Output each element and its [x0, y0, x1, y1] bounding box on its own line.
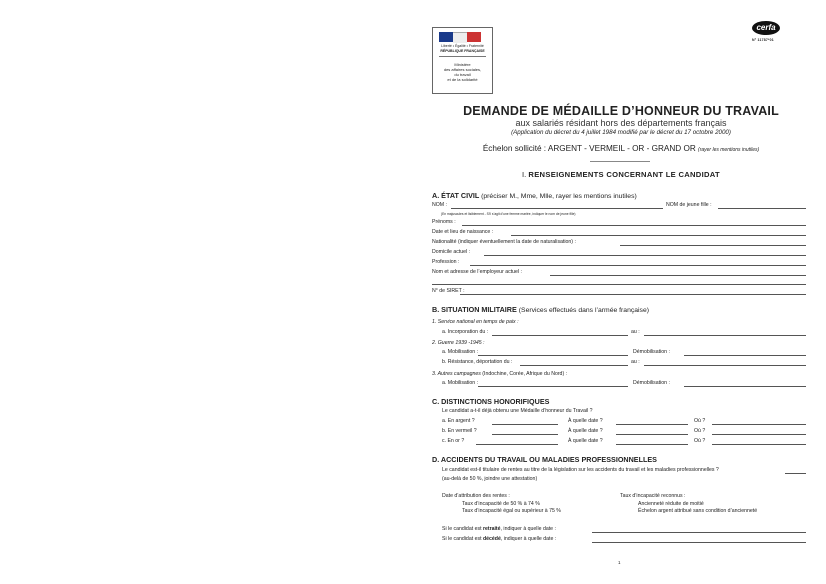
nom-field[interactable]	[451, 208, 663, 209]
d-decede-pre: Si le candidat est	[442, 536, 483, 542]
title-rule	[590, 161, 650, 162]
section-a-title: A. ÉTAT CIVIL	[432, 191, 480, 200]
logo-motto: Liberté • Égalité • Fraternité	[441, 44, 484, 48]
rentes-answer-field[interactable]	[785, 473, 806, 474]
vermeil-field[interactable]	[492, 434, 558, 435]
d-decede-post: , indiquer à quelle date :	[500, 536, 557, 542]
b-demob-1: Démobilisation :	[633, 349, 670, 355]
c-question: Le candidat a-t-il déjà obtenu une Médaille d’honneur du Travail ?	[442, 408, 593, 414]
b-item-3-title: 3. Autres campagnes	[432, 371, 481, 377]
page-number: 1	[618, 560, 621, 565]
resistance-field[interactable]	[520, 365, 628, 366]
d-question: Le candidat est-il titulaire de rentes au titre de la législation sur les accidents du travail et les maladies professionnelles ?	[442, 467, 719, 473]
section-1-heading	[430, 170, 812, 179]
nom-hint: (En majuscules et lisiblement - S’il s’agit d’une femme mariée, indiquer le nom de jeune fille)	[441, 212, 576, 216]
prenoms-label: Prénoms :	[432, 219, 456, 225]
d-retraite	[442, 526, 556, 532]
or-ou-field[interactable]	[712, 444, 806, 445]
b-item-3	[432, 371, 567, 377]
d-anciennete-1: Ancienneté réduite de moitié	[638, 501, 704, 507]
demobilisation-3-field[interactable]	[684, 386, 806, 387]
siret-label: N° de SIRET :	[432, 288, 465, 294]
resistance-au-field[interactable]	[644, 365, 806, 366]
section-a-heading	[432, 191, 637, 200]
c-date-3: À quelle date ?	[568, 438, 603, 444]
section-d-title: D. ACCIDENTS DU TRAVAIL OU MALADIES PROFESSIONNELLES	[432, 455, 657, 464]
c-ou-3: Où ?	[694, 438, 706, 444]
decede-date-field[interactable]	[592, 542, 806, 543]
nationalite-field[interactable]	[620, 245, 806, 246]
naissance-label: Date et lieu de naissance :	[432, 229, 494, 235]
echelon-text: Échelon sollicité : ARGENT - VERMEIL - OR - GRAND OR	[482, 144, 696, 153]
section-b-title: B. SITUATION MILITAIRE	[432, 305, 517, 314]
d-decede-word: décédé	[482, 536, 501, 542]
flag-red	[467, 32, 481, 42]
c-date-1: À quelle date ?	[568, 418, 603, 424]
b-item-1a: a. Incorporation du :	[442, 329, 489, 335]
ministry-logo	[432, 27, 493, 94]
mobilisation-field[interactable]	[478, 355, 628, 356]
d-taux-1: Taux d’incapacité de 50 % à 74 %	[462, 501, 540, 507]
section-b-note: (Services effectués dans l’armée française)	[518, 307, 649, 314]
form-subtitle: aux salariés résidant hors des départements français	[515, 118, 727, 128]
profession-label: Profession :	[432, 259, 460, 265]
section-b-heading	[432, 305, 649, 314]
cerfa-logo: cerfa	[752, 21, 780, 35]
b-item-2b: b. Résistance, déportation du :	[442, 359, 513, 365]
d-anciennete-2: Échelon argent attribué sans condition d’ancienneté	[638, 508, 758, 514]
domicile-field[interactable]	[484, 255, 806, 256]
form-title: DEMANDE DE MÉDAILLE D’HONNEUR DU TRAVAIL	[463, 104, 779, 118]
d-retraite-pre: Si le candidat est	[442, 526, 483, 532]
nom-jeune-fille-label: NOM de jeune fille :	[666, 202, 712, 208]
section-1-num: I.	[522, 170, 527, 179]
profession-field[interactable]	[470, 265, 806, 266]
mobilisation-3-field[interactable]	[478, 386, 628, 387]
form-decree: (Application du décret du 4 juillet 1984 modifié par le décret du 17 octobre 2000)	[511, 129, 731, 136]
b-demob-2: Démobilisation :	[633, 380, 670, 386]
prenoms-field[interactable]	[462, 225, 806, 226]
section-c-title: C. DISTINCTIONS HONORIFIQUES	[432, 397, 550, 406]
or-field[interactable]	[476, 444, 558, 445]
echelon-line	[430, 144, 812, 153]
d-date-rentes: Date d’attribution des rentes :	[442, 493, 510, 499]
domicile-label: Domicile actuel :	[432, 249, 471, 255]
d-taux-2: Taux d’incapacité égal ou supérieur à 75 %	[462, 508, 561, 514]
echelon-note: (rayer les mentions inutiles)	[698, 147, 760, 153]
logo-ministry: Ministère des affaires sociales, du travail et de la solidarité	[443, 62, 482, 82]
employeur-field[interactable]	[550, 275, 806, 276]
flag-blue	[439, 32, 453, 42]
c-date-2: À quelle date ?	[568, 428, 603, 434]
b-item-3-note: (Indochine, Corée, Afrique du Nord) :	[482, 371, 568, 377]
nom-label: NOM :	[432, 202, 447, 208]
logo-republic: RÉPUBLIQUE FRANÇAISE	[440, 49, 485, 53]
naissance-field[interactable]	[511, 235, 806, 236]
employeur-label: Nom et adresse de l’employeur actuel :	[432, 269, 522, 275]
nationalite-text: Nationalité (indiquer éventuellement la date de naturalisation) :	[432, 239, 576, 245]
d-taux-reconnus: Taux d’incapacité reconnus :	[620, 493, 686, 499]
section-a-note: (préciser M., Mme, Mlle, rayer les mentions inutiles)	[481, 193, 637, 200]
d-retraite-word: retraité	[482, 526, 501, 532]
flag-white	[453, 32, 467, 43]
section-1-title: RENSEIGNEMENTS CONCERNANT LE CANDIDAT	[528, 170, 720, 179]
b-item-2: 2. Guerre 1939 -1945 :	[432, 340, 485, 346]
c-row-argent: a. En argent ?	[442, 418, 475, 424]
nationalite-label	[432, 239, 576, 245]
b-au-2: au :	[631, 359, 640, 365]
demobilisation-field[interactable]	[684, 355, 806, 356]
or-date-field[interactable]	[616, 444, 688, 445]
d-retraite-post: , indiquer à quelle date :	[500, 526, 556, 532]
incorporation-au-field[interactable]	[644, 335, 806, 336]
b-au-1: au :	[631, 329, 640, 335]
vermeil-date-field[interactable]	[616, 434, 688, 435]
vermeil-ou-field[interactable]	[712, 434, 806, 435]
argent-ou-field[interactable]	[712, 424, 806, 425]
c-ou-1: Où ?	[694, 418, 706, 424]
nom-jeune-fille-field[interactable]	[718, 208, 806, 209]
argent-date-field[interactable]	[616, 424, 688, 425]
argent-field[interactable]	[492, 424, 558, 425]
logo-divider	[439, 56, 486, 57]
b-item-1: 1. Service national en temps de paix :	[432, 319, 519, 325]
employeur-field-2[interactable]	[432, 284, 806, 285]
d-question-note: (au-delà de 50 %, joindre une attestation)	[442, 476, 538, 482]
incorporation-field[interactable]	[492, 335, 628, 336]
retraite-date-field[interactable]	[592, 532, 806, 533]
c-ou-2: Où ?	[694, 428, 706, 434]
d-decede	[442, 536, 556, 542]
siret-field[interactable]	[460, 294, 806, 295]
c-row-or: c. En or ?	[442, 438, 465, 444]
cerfa-number: N° 11787*01	[752, 38, 774, 42]
b-item-2a: a. Mobilisation :	[442, 349, 479, 355]
c-row-vermeil: b. En vermeil ?	[442, 428, 477, 434]
b-item-3a: a. Mobilisation :	[442, 380, 479, 386]
